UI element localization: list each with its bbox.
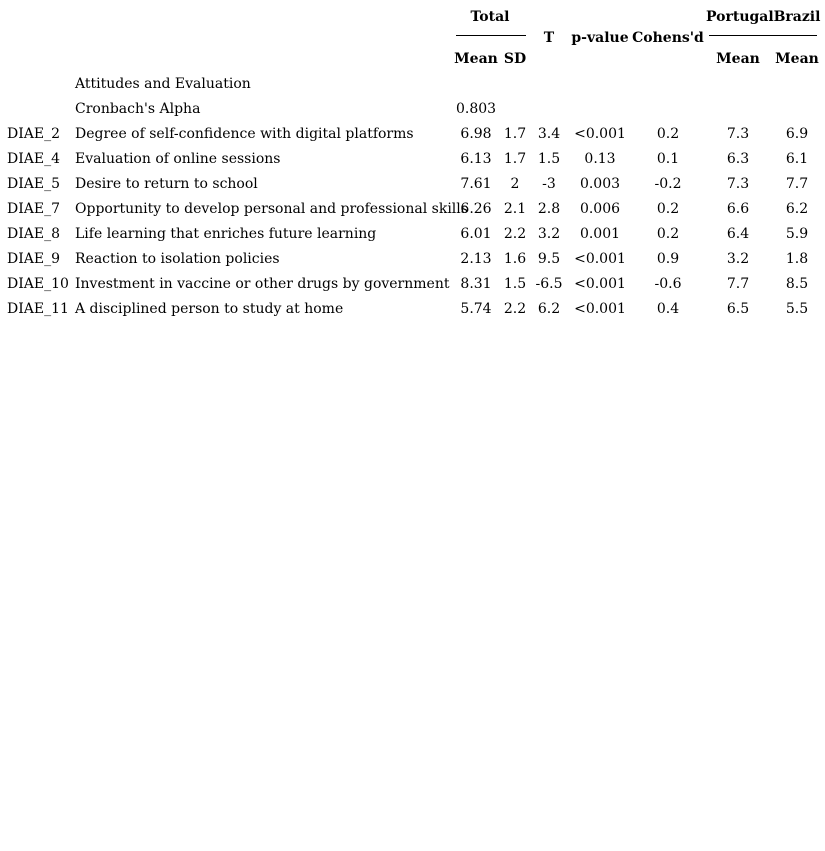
header-mean: Mean [454, 51, 498, 67]
row-item: Desire to return to school [75, 176, 258, 192]
row-mean: 2.13 [460, 251, 492, 267]
row-pvalue: 0.006 [579, 201, 621, 217]
row-item: Evaluation of online sessions [75, 151, 281, 167]
row-cohens-d: 0.2 [656, 226, 680, 242]
row-brazil-mean: 1.8 [785, 251, 809, 267]
row-brazil-mean: 5.5 [785, 301, 809, 317]
row-t: -6.5 [535, 276, 563, 292]
row-sd: 1.7 [503, 126, 527, 142]
row-item: Life learning that enriches future learning [75, 226, 377, 242]
header-country-rule [709, 35, 817, 36]
cronbach-alpha-value: 0.803 [456, 101, 497, 117]
row-mean: 8.31 [460, 276, 492, 292]
row-brazil-mean: 8.5 [785, 276, 809, 292]
header-cohens-d: Cohens'd [632, 30, 704, 46]
row-mean: 6.26 [460, 201, 492, 217]
row-t: 9.5 [537, 251, 561, 267]
row-mean: 6.01 [460, 226, 492, 242]
row-pvalue: 0.001 [579, 226, 621, 242]
row-item: Opportunity to develop personal and professional skills [75, 201, 468, 217]
row-t: 3.4 [537, 126, 561, 142]
row-item: A disciplined person to study at home [75, 301, 344, 317]
header-portugal: Portugal [706, 9, 774, 25]
row-portugal-mean: 6.5 [726, 301, 750, 317]
header-brazil-mean: Mean [775, 51, 819, 67]
row-t: -3 [542, 176, 556, 192]
row-code: DIAE_9 [7, 251, 60, 267]
row-pvalue: 0.13 [584, 151, 616, 167]
row-mean: 6.98 [460, 126, 492, 142]
row-brazil-mean: 6.1 [785, 151, 809, 167]
row-pvalue: <0.001 [574, 301, 626, 317]
row-sd: 2 [510, 176, 520, 192]
row-cohens-d: 0.1 [656, 151, 680, 167]
row-pvalue: <0.001 [574, 251, 626, 267]
row-cohens-d: 0.2 [656, 126, 680, 142]
header-pvalue: p-value [571, 30, 629, 46]
header-sd: SD [503, 51, 527, 67]
row-portugal-mean: 6.3 [726, 151, 750, 167]
row-code: DIAE_4 [7, 151, 60, 167]
row-pvalue: <0.001 [574, 276, 626, 292]
row-pvalue: 0.003 [579, 176, 621, 192]
row-pvalue: <0.001 [574, 126, 626, 142]
header-total-rule [456, 35, 526, 36]
row-portugal-mean: 7.3 [726, 126, 750, 142]
row-sd: 1.7 [503, 151, 527, 167]
row-sd: 1.6 [503, 251, 527, 267]
section-title: Attitudes and Evaluation [75, 76, 251, 92]
row-sd: 2.1 [503, 201, 527, 217]
row-code: DIAE_11 [7, 301, 69, 317]
row-portugal-mean: 7.3 [726, 176, 750, 192]
header-total: Total [470, 9, 510, 25]
row-portugal-mean: 3.2 [726, 251, 750, 267]
row-t: 1.5 [537, 151, 561, 167]
row-code: DIAE_5 [7, 176, 60, 192]
row-brazil-mean: 6.2 [785, 201, 809, 217]
row-code: DIAE_10 [7, 276, 69, 292]
row-sd: 2.2 [503, 301, 527, 317]
row-mean: 6.13 [460, 151, 492, 167]
row-t: 3.2 [537, 226, 561, 242]
row-portugal-mean: 7.7 [726, 276, 750, 292]
header-brazil: Brazil [773, 9, 821, 25]
row-brazil-mean: 5.9 [785, 226, 809, 242]
cronbach-alpha-label: Cronbach's Alpha [75, 101, 201, 117]
row-code: DIAE_2 [7, 126, 60, 142]
row-t: 6.2 [537, 301, 561, 317]
row-brazil-mean: 7.7 [785, 176, 809, 192]
row-cohens-d: -0.6 [654, 276, 682, 292]
row-cohens-d: 0.2 [656, 201, 680, 217]
row-portugal-mean: 6.6 [726, 201, 750, 217]
row-item: Investment in vaccine or other drugs by government [75, 276, 450, 292]
row-cohens-d: 0.4 [656, 301, 680, 317]
row-t: 2.8 [537, 201, 561, 217]
row-sd: 1.5 [503, 276, 527, 292]
row-cohens-d: 0.9 [656, 251, 680, 267]
row-sd: 2.2 [503, 226, 527, 242]
row-item: Degree of self-confidence with digital platforms [75, 126, 414, 142]
header-t: T [543, 30, 555, 46]
row-code: DIAE_8 [7, 226, 60, 242]
row-brazil-mean: 6.9 [785, 126, 809, 142]
row-cohens-d: -0.2 [654, 176, 682, 192]
header-portugal-mean: Mean [716, 51, 760, 67]
row-item: Reaction to isolation policies [75, 251, 280, 267]
row-mean: 7.61 [460, 176, 492, 192]
row-code: DIAE_7 [7, 201, 60, 217]
row-portugal-mean: 6.4 [726, 226, 750, 242]
row-mean: 5.74 [460, 301, 492, 317]
